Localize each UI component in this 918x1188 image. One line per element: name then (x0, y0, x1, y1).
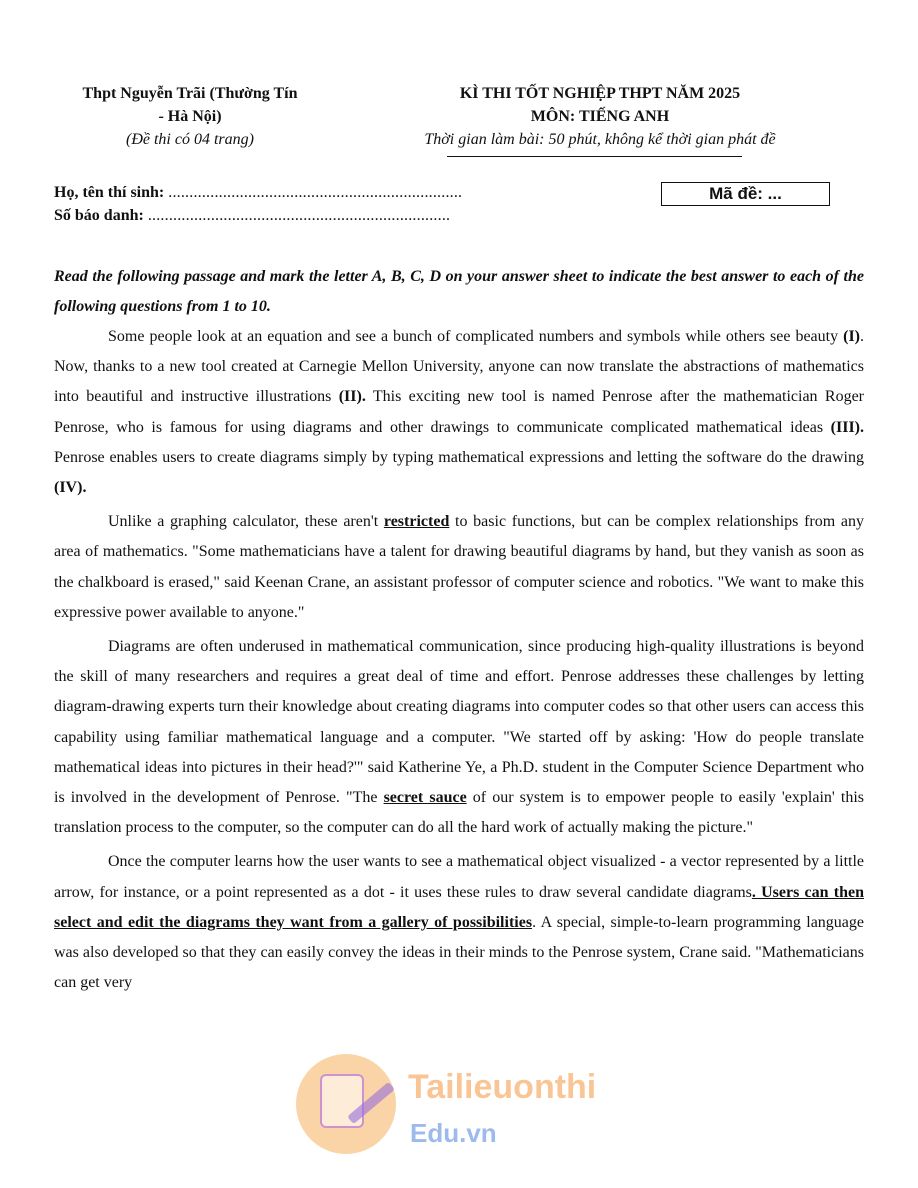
watermark (296, 1048, 636, 1168)
passage-paragraph-2: Unlike a graphing calculator, these aren't restricted to basic functions, but can be complex relationships from any area of mathematics. "Some mathematicians have a talent for drawing beautiful diagrams by hand, but they vanish as soon as the chalkboard is erased," said Keenan Crane, an assistant professor of computer science and robotics. "We want to make this expressive power available to anyone." (54, 513, 865, 621)
document-pencil-icon (320, 1074, 364, 1128)
watermark-domain: Edu.vn (410, 1118, 497, 1148)
time-note: Thời gian làm bài: 50 phút, không kể thời gian phát đề (424, 131, 776, 148)
exam-title: KÌ THI TỐT NGHIỆP THPT NĂM 2025 (459, 85, 741, 102)
marker-ii: (II). (338, 388, 366, 406)
watermark-brand: Tailieuonthi (408, 1068, 597, 1106)
exam-code-box: Mã đề: ... (661, 182, 830, 206)
candidate-id-row (54, 204, 462, 227)
passage-paragraph-3: Diagrams are often underused in mathematical communication, since producing high-quality illustrations is beyond the skill of many researchers and requires a great deal of time and effort. Penrose addresses these challenges by letting diagram-drawing experts turn their knowledge about creating diagrams into computer codes so that other users can access this capability using familiar mathematical language and a computer. "We started off by asking: 'How do people translate mathematical ideas into pictures in their head?'" said Katherine Ye, a Ph.D. student in the Computer Science Department who is involved in the development of Penrose. "The secret sauce of our system is to empower people to easily 'explain' this translation process to the computer, so the computer can do all the hard work of actually making the picture." (54, 638, 865, 837)
pages-note: (Đề thi có 04 trang) (126, 131, 254, 148)
underlined-word-restricted: restricted (383, 513, 450, 531)
exam-subject: MÔN: TIẾNG ANH (530, 108, 670, 125)
passage-paragraph-1: Some people look at an equation and see a bunch of complicated numbers and symbols while others see beauty (I). Now, thanks to a new tool created at Carnegie Mellon University, anyone can now translate the abstractions of mathematics into beautiful and instructive illustrations (II). This exciting new tool is named Penrose after the mathematician Roger Penrose, who is famous for using diagrams and other drawings to communicate complicated mathematical ideas (III). Penrose enables users to create diagrams simply by typing mathematical expressions and letting the software do the drawing (IV). (54, 328, 864, 497)
candidate-name-row (54, 181, 462, 204)
candidate-id-blank: ........................................................................ (147, 207, 451, 224)
underlined-sentence: . Users can then select and edit the diagrams they want from a gallery of possibilities (54, 883, 865, 931)
reading-section (54, 262, 864, 1002)
watermark-circle (296, 1054, 396, 1154)
candidate-name-label: Họ, tên thí sinh: (54, 184, 165, 201)
candidate-name-blank: ...................................................................... (168, 184, 463, 201)
school-name-line2: - Hà Nội) (158, 108, 222, 125)
underlined-phrase-secret-sauce: secret sauce (383, 789, 467, 807)
school-name-line1: Thpt Nguyễn Trãi (Thường Tín (82, 85, 298, 102)
marker-iv: (IV). (54, 479, 87, 497)
candidate-info (54, 181, 462, 227)
pencil-icon (347, 1082, 395, 1124)
marker-i: (I) (843, 328, 860, 345)
instruction-text: Read the following passage and mark the letter A, B, C, D on your answer sheet to indicate the best answer to each of the following questions from 1 to 10. (54, 268, 864, 315)
candidate-id-label: Số báo danh: (54, 207, 144, 224)
passage-paragraph-4: Once the computer learns how the user wants to see a mathematical object visualized - a vector represented by a little arrow, for instance, or a point represented as a dot - it uses these rules to draw several candidate diagrams. Users can then select and edit the diagrams they want from a gallery of possibilities. A special, simple-to-learn programming language was also developed so that they can easily convey the ideas in their minds to the Penrose system, Crane said. "Mathematicians can get very (54, 853, 865, 992)
header-divider (447, 156, 742, 157)
school-header (40, 82, 340, 151)
marker-iii: (III). (830, 418, 864, 436)
exam-header (360, 82, 840, 151)
